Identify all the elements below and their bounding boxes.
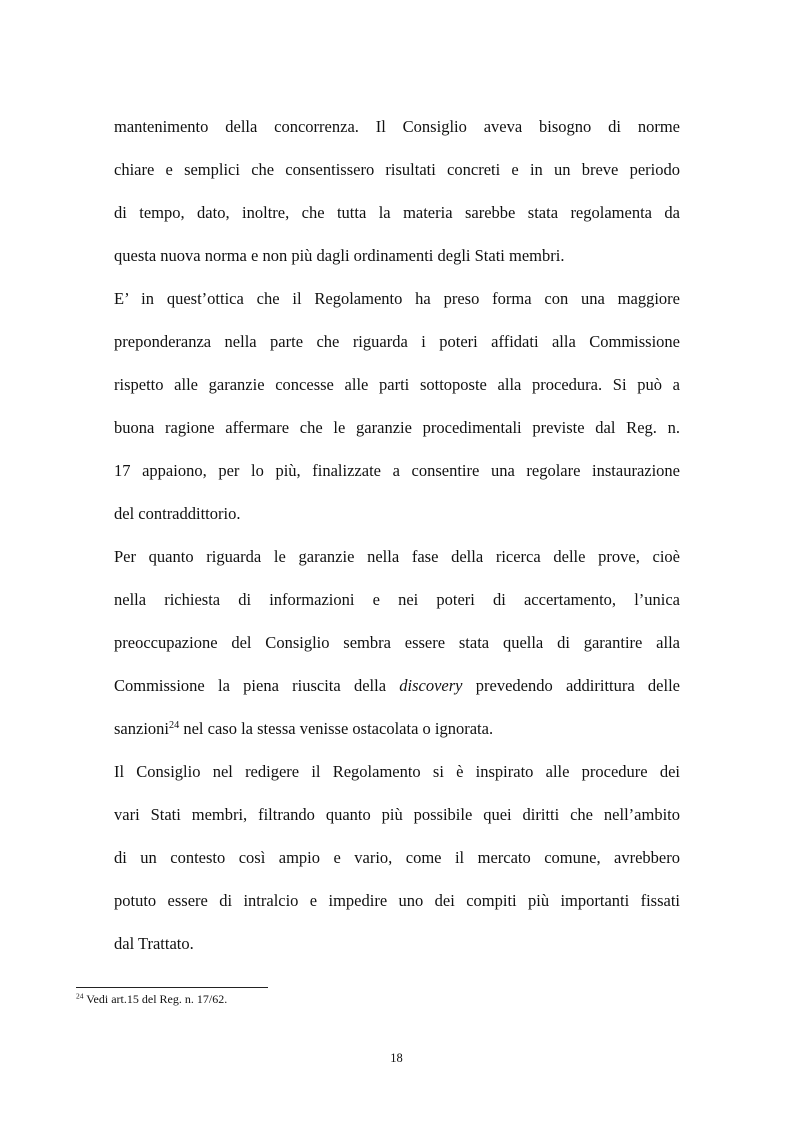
body-line: rispetto alle garanzie concesse alle parti sottoposte alla procedura. Si può a	[114, 375, 680, 394]
footnote-text: Vedi art.15 del Reg. n. 17/62.	[83, 992, 228, 1006]
body-line: di tempo, dato, inoltre, che tutta la materia sarebbe stata regolamenta da	[114, 203, 680, 222]
footnote-separator	[76, 987, 268, 988]
body-line: di un contesto così ampio e vario, come il mercato comune, avrebbero	[114, 848, 680, 867]
footnote-number: 24	[76, 991, 84, 1001]
body-line: potuto essere di intralcio e impedire uno dei compiti più importanti fissati	[114, 891, 680, 910]
body-line: del contraddittorio.	[114, 504, 241, 523]
page-number: 18	[390, 1051, 403, 1065]
body-line: Per quanto riguarda le garanzie nella fase della ricerca delle prove, cioè	[114, 547, 680, 566]
body-line: Il Consiglio nel redigere il Regolamento si è inspirato alle procedure dei	[114, 762, 680, 781]
body-line: mantenimento della concorrenza. Il Consiglio aveva bisogno di norme	[114, 117, 680, 136]
body-line: preoccupazione del Consiglio sembra essere stata quella di garantire alla	[114, 633, 680, 652]
body-line-sanctions	[114, 719, 680, 739]
body-line: chiare e semplici che consentissero risultati concreti e in un breve periodo	[114, 160, 680, 179]
body-line: buona ragione affermare che le garanzie procedimentali previste dal Reg. n.	[114, 418, 680, 437]
body-line-discovery	[114, 676, 680, 696]
body-line: nella richiesta di informazioni e nei poteri di accertamento, l’unica	[114, 590, 680, 609]
footnote-reference[interactable]: 24	[169, 719, 180, 731]
sanctions-before: sanzioni	[114, 719, 169, 738]
body-line: vari Stati membri, filtrando quanto più possibile quei diritti che nell’ambito	[114, 805, 680, 824]
body-line: questa nuova norma e non più dagli ordinamenti degli Stati membri.	[114, 246, 565, 265]
footnote	[76, 992, 227, 1007]
body-line: E’ in quest’ottica che il Regolamento ha preso forma con una maggiore	[114, 289, 680, 308]
body-line: dal Trattato.	[114, 934, 194, 953]
discovery-after: prevedendo addirittura delle	[462, 676, 680, 695]
body-line: 17 appaiono, per lo più, finalizzate a consentire una regolare instaurazione	[114, 461, 680, 480]
body-line: preponderanza nella parte che riguarda i poteri affidati alla Commissione	[114, 332, 680, 351]
discovery-term: discovery	[399, 676, 463, 695]
discovery-before: Commissione la piena riuscita della	[114, 676, 400, 695]
sanctions-after: nel caso la stessa venisse ostacolata o ignorata.	[179, 719, 494, 738]
